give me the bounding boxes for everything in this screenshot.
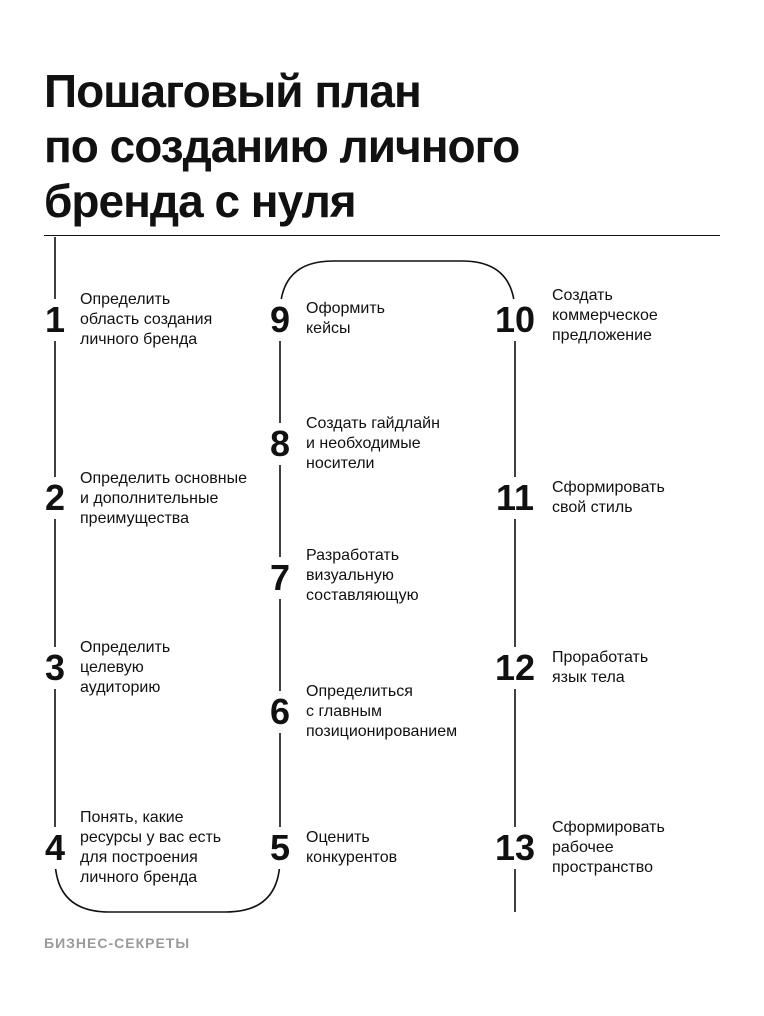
step-label (552, 286, 658, 346)
step-label-line: для построения (80, 849, 198, 866)
step-number: 2 (42, 477, 68, 519)
brand-logo: БИЗНЕС-СЕКРЕТЫ (44, 935, 191, 951)
step-label-line: Оформить (306, 300, 386, 317)
step-label-line: область создания (80, 311, 213, 328)
step-label-line: составляющую (306, 587, 419, 604)
step-number: 7 (267, 557, 293, 599)
step-number: 10 (494, 299, 536, 340)
step-label (552, 818, 665, 878)
step-label-line: и дополнительные (80, 490, 219, 507)
step-label-line: визуальную (306, 567, 394, 584)
step-label-line: с главным (306, 703, 382, 720)
step-label-line: ресурсы у вас есть (80, 829, 222, 846)
step-label-line: свой стиль (552, 499, 633, 516)
step-label-line: аудиторию (80, 679, 161, 696)
step-number: 12 (494, 647, 536, 688)
step-label-line: Сформировать (552, 479, 665, 496)
title-line: Пошаговый план (44, 65, 421, 117)
step-label-line: Определиться (306, 683, 413, 700)
step-label-line: позиционированием (306, 723, 458, 740)
step-number: 13 (494, 827, 536, 868)
step-label (306, 546, 419, 606)
step-label-line: конкурентов (306, 849, 398, 866)
step-number: 4 (42, 827, 68, 869)
step-number: 9 (267, 299, 293, 341)
step-label (80, 469, 247, 529)
step-label-line: целевую (80, 659, 144, 676)
step-label-line: носители (306, 455, 375, 472)
step-label-line: Понять, какие (80, 809, 184, 826)
step-label (80, 290, 212, 350)
step-label-line: личного бренда (80, 331, 198, 348)
step-label-line: Сформировать (552, 819, 665, 836)
step-label-line: Определить основные (80, 470, 248, 487)
step-label-line: Оценить (306, 829, 370, 846)
step-number: 6 (267, 691, 293, 733)
step-label-line: Разработать (306, 547, 400, 564)
step-label-line: пространство (552, 859, 653, 876)
title-line: по созданию личного (44, 120, 520, 172)
step-label (306, 682, 457, 742)
step-number: 3 (42, 647, 68, 689)
step-label (80, 638, 170, 698)
step-number: 11 (493, 477, 537, 519)
step-label-line: кейсы (306, 320, 351, 337)
step-label (80, 808, 221, 888)
title-line: бренда с нуля (44, 175, 356, 227)
step-label (552, 478, 665, 518)
step-label-line: предложение (552, 327, 652, 344)
step-label-line: Создать гайдлайн (306, 415, 440, 432)
step-number: 5 (267, 827, 293, 869)
step-label-line: Создать (552, 287, 613, 304)
step-label (552, 648, 648, 688)
step-label-line: и необходимые (306, 435, 421, 452)
step-number: 1 (42, 299, 68, 341)
step-label-line: коммерческое (552, 307, 658, 324)
step-number: 8 (267, 423, 293, 465)
step-label-line: преимущества (80, 510, 190, 527)
step-label-line: язык тела (552, 669, 625, 686)
step-label-line: Определить (80, 639, 171, 656)
step-label (306, 414, 440, 474)
step-label-line: Определить (80, 291, 171, 308)
step-label-line: личного бренда (80, 869, 198, 886)
step-label (306, 299, 385, 339)
step-label-line: Проработать (552, 649, 649, 666)
step-label (306, 828, 397, 868)
step-label-line: рабочее (552, 839, 614, 856)
